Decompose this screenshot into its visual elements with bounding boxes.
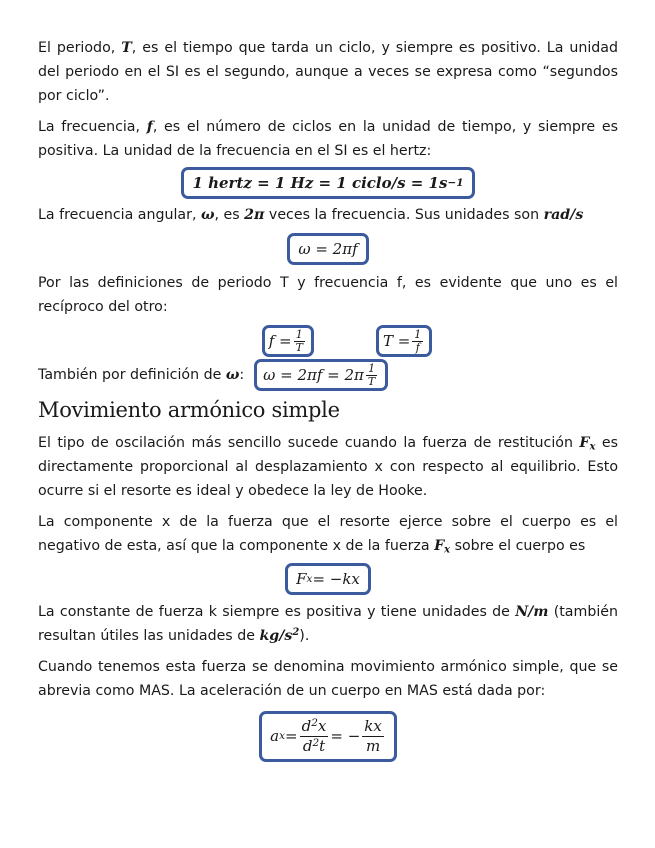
paragraph-angular-frequency: La frecuencia angular, ω, es 2π veces la frecuencia. Sus unidades son rad/s (38, 207, 584, 223)
paragraph-reciprocal: Por las definiciones de periodo T y frecuencia f, es evidente que uno es el recíproco del otro: (38, 275, 618, 315)
equation-f: f = $\frac{1}{T}$ (262, 325, 314, 357)
paragraph-force-component: La componente x de la fuerza que el resorte ejerce sobre el cuerpo es el negativo de esta, así que la componente x de la fuerza $F_x$ sobre el cuerpo es (38, 514, 618, 556)
paragraph-period (38, 36, 618, 108)
equation-row-reciprocal (38, 325, 618, 357)
definition-row (38, 359, 618, 391)
paragraph-restoring-force: El tipo de oscilación más sencillo sucede cuando la fuerza de restitución $F_x$ es directamente proporcional al desplazamiento x con respecto al equilibrio. Esto ocurre si el resorte es ideal y obedece la ley de Hooke. (38, 435, 618, 500)
text: La frecuencia, (38, 119, 147, 135)
equation-row-force (38, 563, 618, 595)
symbol-T: T (121, 40, 132, 56)
equation-hertz: 1 hertz = 1 Hz = 1 ciclo/s = 1s −1 (181, 167, 474, 199)
paragraph-definition: También por definición de ω: (38, 367, 245, 384)
equation-omega-full: ω = 2πf = 2π $\frac{1}{T}$ (254, 359, 388, 391)
equation-T: T = $\frac{1}{f}$ (376, 325, 432, 357)
text: , es el número de ciclos en la unidad de tiempo, y siempre es positiva. La unidad de la frecuencia en el SI es el hertz: (38, 119, 618, 159)
text: , es el tiempo que tarda un ciclo, y siempre es positivo. La unidad del periodo en el SI es el segundo, aunque a veces se expresa como “segundos por ciclo”. (38, 40, 618, 104)
text: El periodo, (38, 40, 122, 56)
equation-row-omega (38, 233, 618, 265)
section-heading: Movimiento armónico simple (38, 398, 340, 423)
equation-row-acceleration (38, 711, 618, 762)
symbol-f: f (146, 119, 153, 135)
equation-row-hertz (38, 167, 618, 199)
document-page (38, 36, 618, 762)
paragraph-force-constant: La constante de fuerza k siempre es positiva y tiene unidades de N/m (también resultan útiles las unidades de $kg/s^2$). (38, 604, 618, 645)
equation-acceleration: a x = $\frac{d^2x}{d^2t}$ = − $\frac{kx}{m}$ (259, 711, 397, 762)
paragraph-frequency (38, 115, 618, 163)
paragraph-mas: Cuando tenemos esta fuerza se denomina movimiento armónico simple, que se abrevia como MAS. La aceleración de un cuerpo en MAS está dada por: (38, 659, 618, 700)
equation-force: F x = −kx (285, 563, 371, 595)
equation-omega: ω = 2πf (287, 233, 368, 265)
